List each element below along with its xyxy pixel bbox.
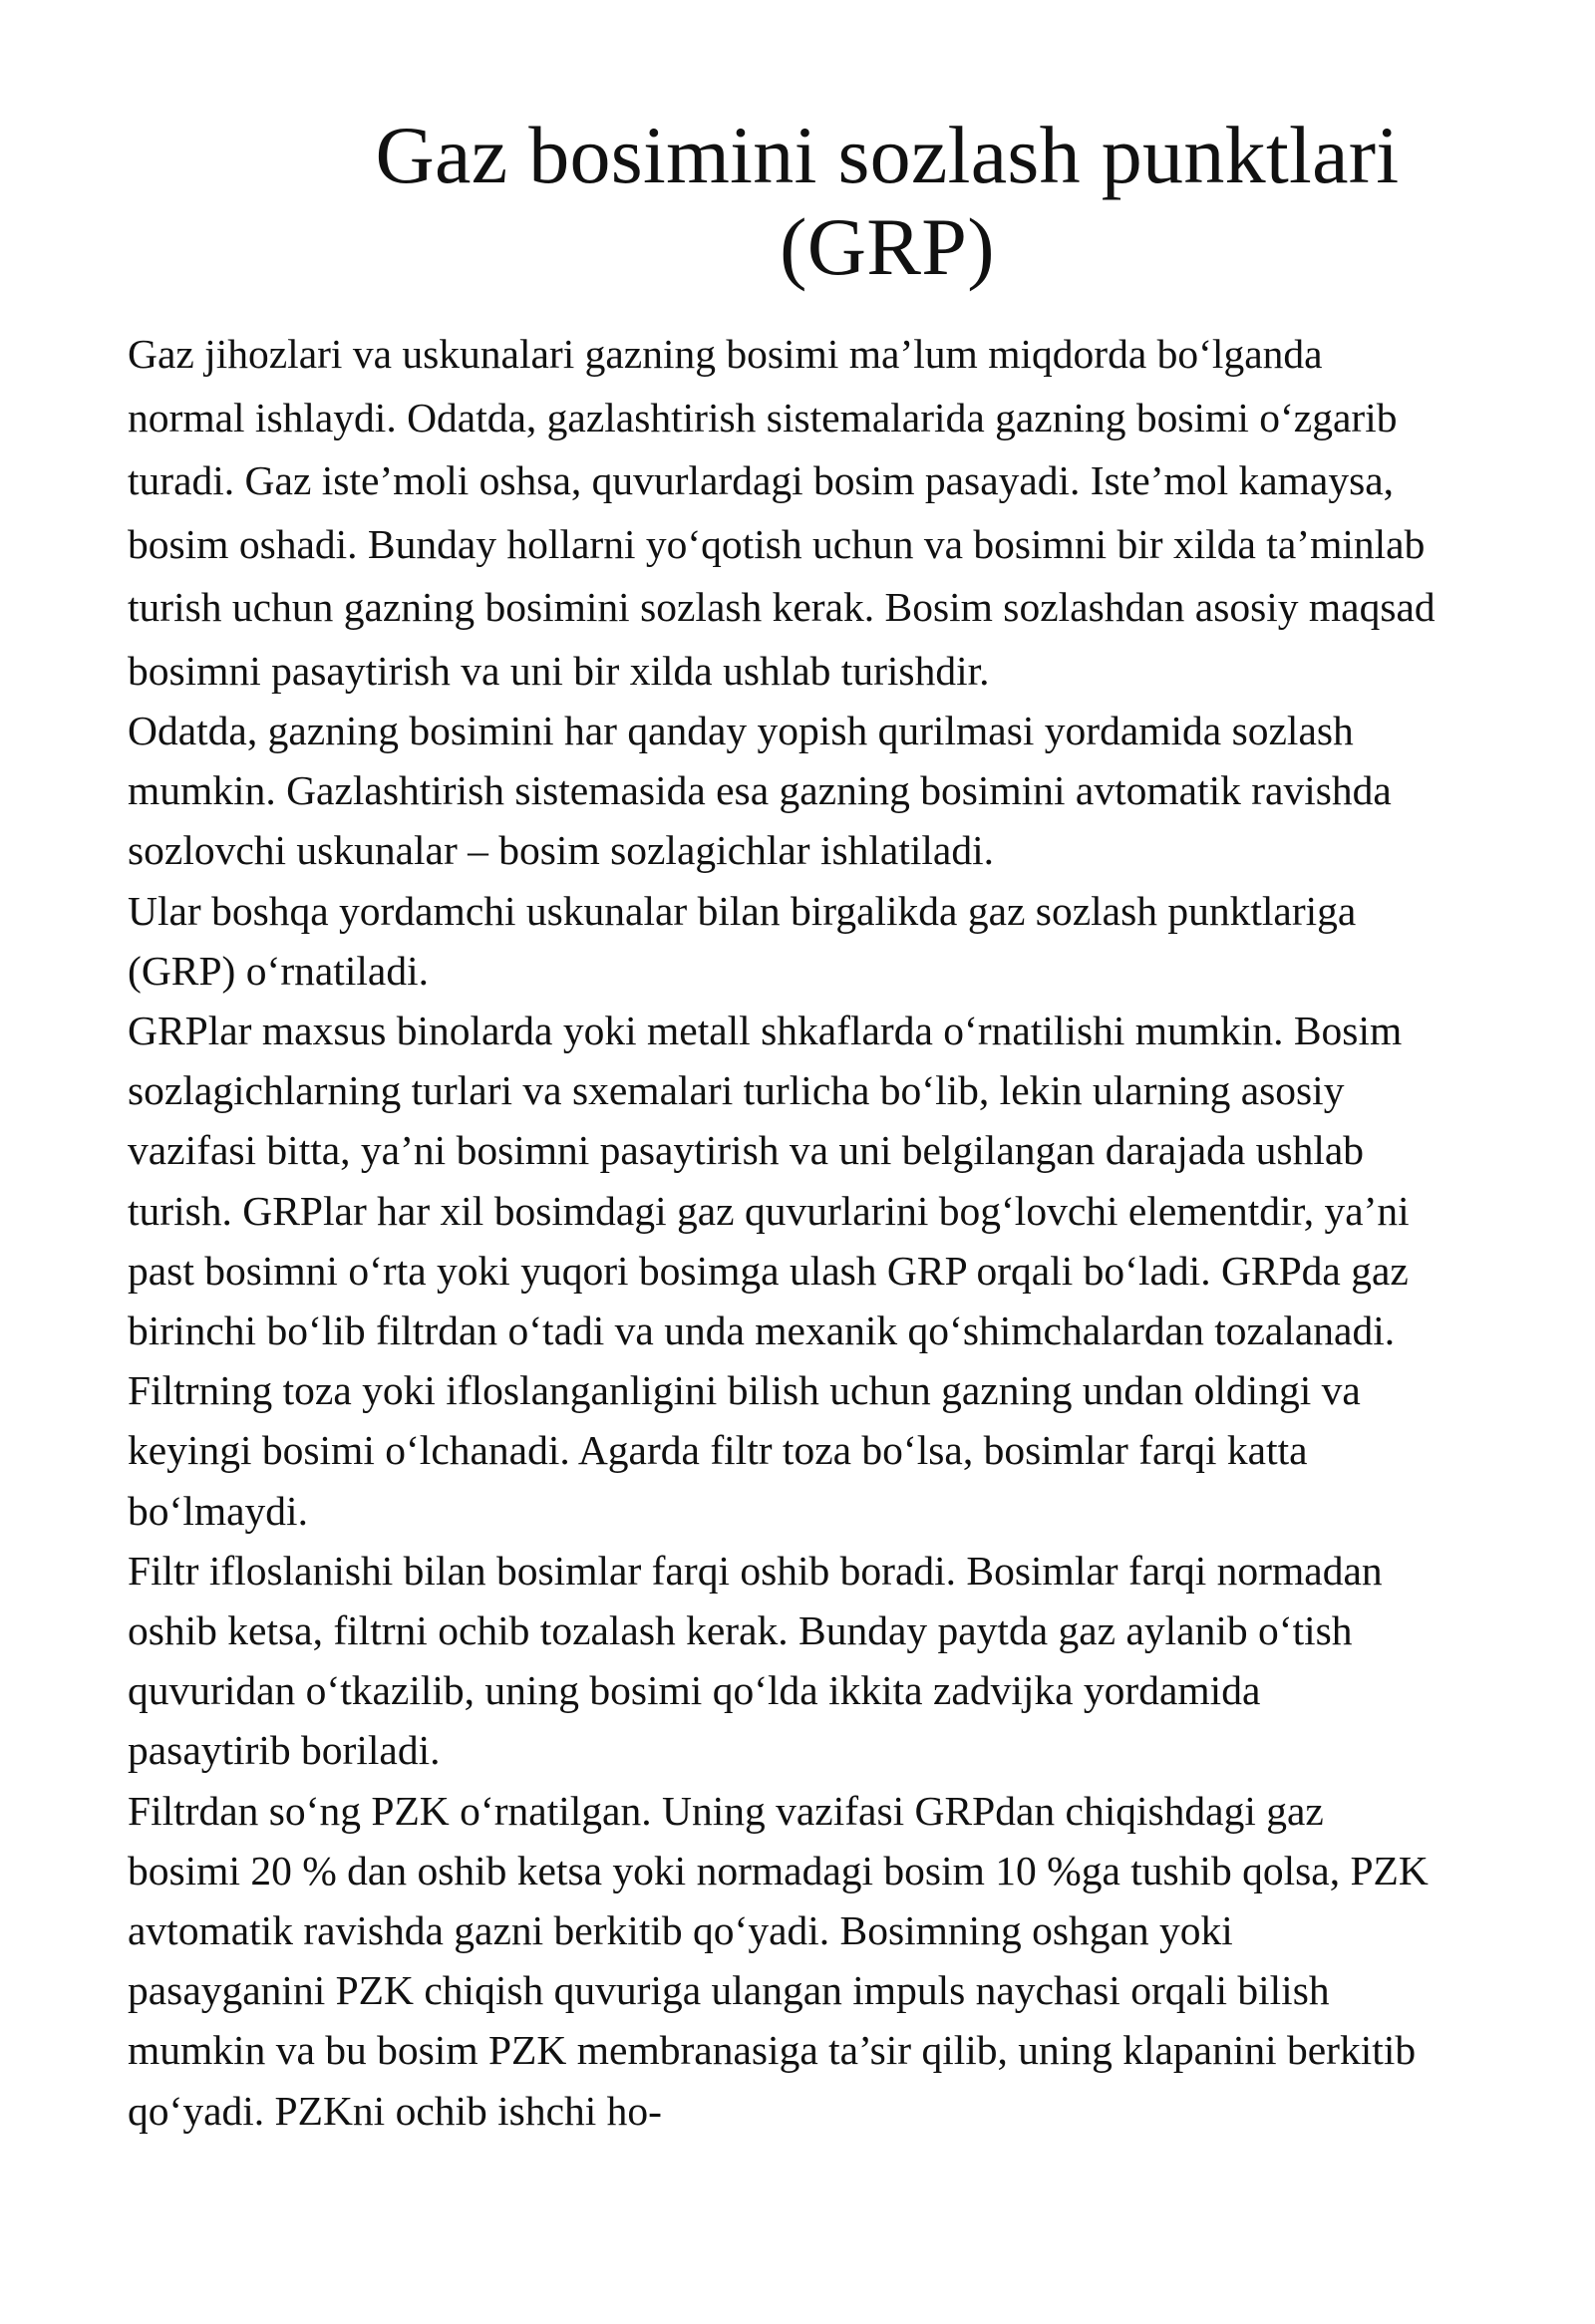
text-line: turadi. Gaz iste’moli oshsa, quvurlardagi bosim pasayadi. Iste’mol kamaysa, (128, 457, 1395, 503)
text-line: Filtr ifloslanishi bilan bosimlar farqi oshib boradi. Bosimlar farqi normadan (128, 1547, 1383, 1594)
text-line: bosimni pasaytirish va uni bir xilda ushlab turishdir. (128, 647, 990, 694)
text-line: Gaz jihozlari va uskunalari gazning bosimi ma’lum miqdorda bo‘lganda (128, 331, 1323, 377)
document-body (128, 323, 1583, 2141)
text-line: Filtrdan so‘ng PZK o‘rnatilgan. Uning vazifasi GRPdan chiqishdagi gaz (128, 1787, 1324, 1834)
text-line: bosimi 20 % dan oshib ketsa yoki normadagi bosim 10 %ga tushib qolsa, PZK (128, 1847, 1429, 1893)
title-line-1: Gaz bosimini sozlash punktlari (375, 110, 1400, 200)
text-line: normal ishlaydi. Odatda, gazlashtirish sistemalarida gazning bosimi o‘zgarib (128, 394, 1398, 440)
intro-paragraph (128, 323, 1583, 703)
text-line: bosim oshadi. Bunday hollarni yo‘qotish uchun va bosimni bir xilda ta’minlab (128, 520, 1426, 567)
text-line: sozlovchi uskunalar – bosim sozlagichlar ishlatiladi. (128, 827, 995, 874)
text-line: bo‘lmaydi. (128, 1487, 308, 1534)
text-line: oshib ketsa, filtrni ochib tozalash kerak. Bunday paytda gaz aylanib o‘tish (128, 1607, 1353, 1654)
text-line: mumkin. Gazlashtirish sistemasida esa gazning bosimini avtomatik ravishda (128, 767, 1392, 814)
title-line-2: (GRP) (780, 201, 995, 292)
text-line: Odatda, gazning bosimini har qanday yopish qurilmasi yordamida sozlash (128, 708, 1354, 753)
text-line: turish uchun gazning bosimini sozlash kerak. Bosim sozlashdan asosiy maqsad (128, 584, 1436, 630)
text-line: GRPlar maxsus binolarda yoki metall shkaflarda o‘rnatilishi mumkin. Bosim (128, 1008, 1403, 1054)
text-line: (GRP) o‘rnatiladi. (128, 947, 429, 994)
text-line: keyingi bosimi o‘lchanadi. Agarda filtr toza bo‘lsa, bosimlar farqi katta (128, 1427, 1308, 1474)
text-line: qo‘yadi. PZKni ochib ishchi ho- (128, 2087, 662, 2134)
text-line: sozlagichlarning turlari va sxemalari turlicha bo‘lib, lekin ularning asosiy (128, 1067, 1345, 1114)
text-line: pasayganini PZK chiqish quvuriga ulangan impuls naychasi orqali bilish (128, 1967, 1330, 2014)
text-line: avtomatik ravishda gazni berkitib qo‘yadi. Bosimning oshgan yoki (128, 1907, 1233, 1954)
page-title (299, 110, 1475, 293)
text-line: past bosimni o‘rta yoki yuqori bosimga ulash GRP orqali bo‘ladi. GRPda gaz (128, 1247, 1409, 1294)
text-line: turish. GRPlar har xil bosimdagi gaz quvurlarini bog‘lovchi elementdir, ya’ni (128, 1187, 1410, 1234)
text-line: vazifasi bitta, ya’ni bosimni pasaytirish va uni belgilangan darajada ushlab (128, 1127, 1365, 1174)
body-paragraphs (128, 701, 1583, 2141)
text-line: Filtrning toza yoki ifloslanganligini bilish uchun gazning undan oldingi va (128, 1367, 1361, 1414)
text-line: birinchi bo‘lib filtrdan o‘tadi va unda mexanik qo‘shimchalardan tozalanadi. (128, 1307, 1396, 1354)
text-line: mumkin va bu bosim PZK membranasiga ta’sir qilib, uning klapanini berkitib (128, 2027, 1417, 2074)
text-line: pasaytirib boriladi. (128, 1727, 441, 1774)
text-line: Ular boshqa yordamchi uskunalar bilan birgalikda gaz sozlash punktlariga (128, 887, 1357, 934)
text-line: quvuridan o‘tkazilib, uning bosimi qo‘lda ikkita zadvijka yordamida (128, 1667, 1261, 1714)
